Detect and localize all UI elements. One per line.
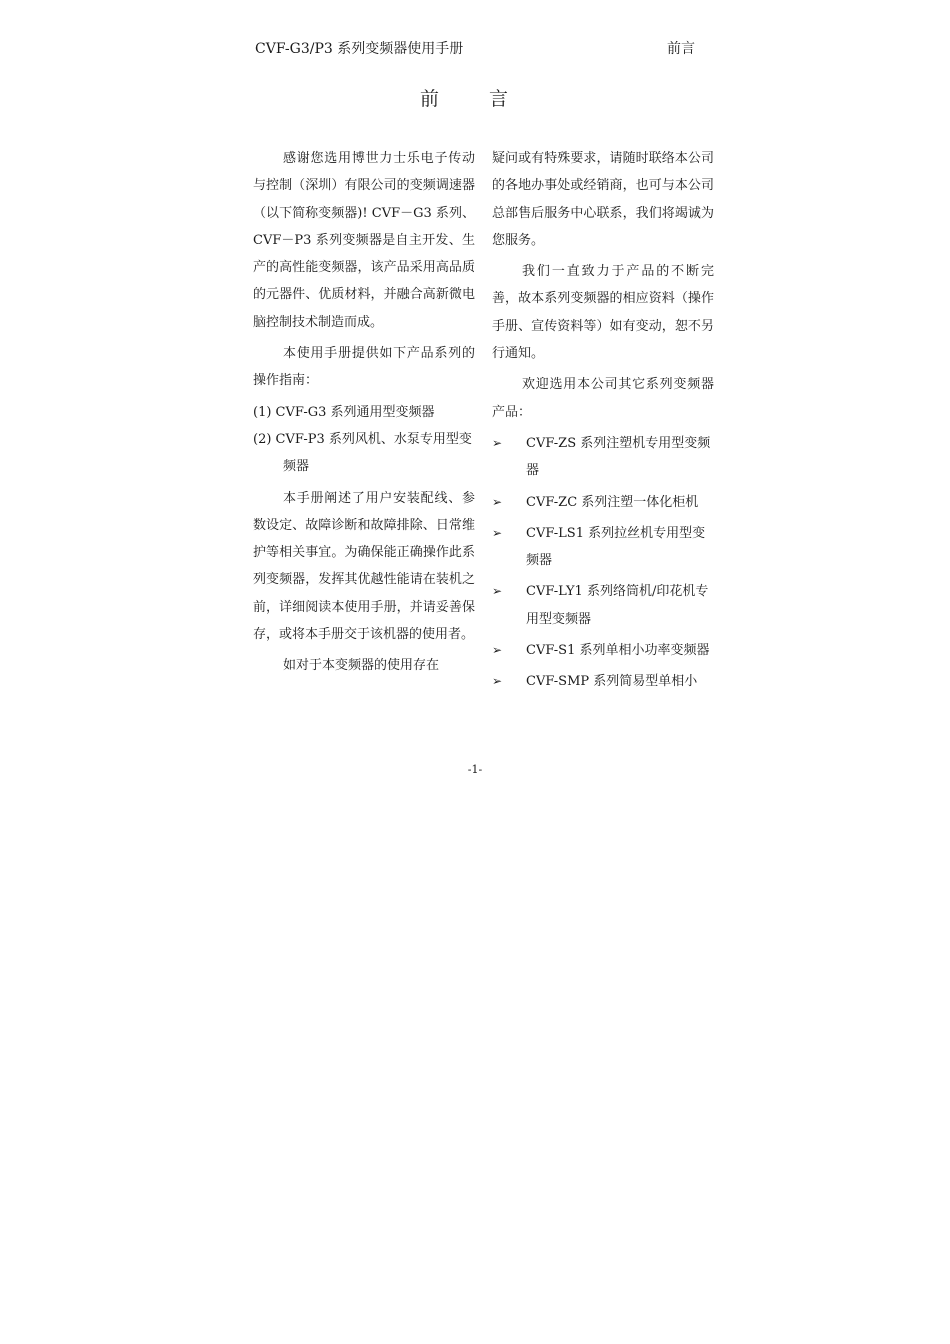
manual-title: CVF-G3/P3 系列变频器使用手册	[255, 41, 464, 57]
welcome-paragraph: 欢迎选用本公司其它系列变频器产品：	[492, 377, 714, 420]
product-list-item	[492, 520, 714, 575]
product-label: CVF-S1 系列单相小功率变频器	[526, 643, 710, 659]
intro-paragraph: 感谢您选用博世力士乐电子传动与控制（深圳）有限公司的变频调速器（以下简称变频器)! CVF－G3 系列、CVF－P3 系列变频器是自主开发、生产的高性能变频器，该产品采用高品质的元器件、优质材料，并融合高新微电脑控制技术制造而成。	[253, 151, 475, 330]
guide-paragraph: 本使用手册提供如下产品系列的操作指南：	[253, 346, 475, 389]
page-title: 前言	[420, 88, 559, 110]
arrowhead-bullet-icon: ➢	[492, 584, 503, 599]
product-label: CVF-ZC 系列注塑一体化柜机	[526, 494, 699, 510]
product-label: CVF-ZS 系列注塑机专用型变频器	[526, 435, 711, 479]
arrowhead-bullet-icon: ➢	[492, 435, 503, 450]
product-label: CVF-SMP 系列简易型单相小	[526, 674, 698, 690]
manual-scope-paragraph: 本手册阐述了用户安装配线、参数设定、故障诊断和故障排除、日常维护等相关事宜。为确保能正确操作此系列变频器，发挥其优越性能请在装机之前，详细阅读本使用手册，并请妥善保存，或将本手册交于该机器的使用者。	[253, 490, 475, 643]
product-list-item	[492, 668, 714, 695]
section-name: 前言	[667, 41, 695, 57]
arrowhead-bullet-icon: ➢	[492, 674, 503, 689]
page-number: -1-	[467, 763, 483, 776]
arrowhead-bullet-icon: ➢	[492, 525, 503, 540]
left-column	[253, 145, 475, 684]
arrowhead-bullet-icon: ➢	[492, 494, 503, 509]
product-label: CVF-LY1 系列络筒机/印花机专用型变频器	[526, 584, 709, 627]
arrowhead-bullet-icon: ➢	[492, 643, 503, 658]
product-list-item	[492, 578, 714, 633]
page-header	[255, 38, 695, 60]
series-list-item: (1) CVF-G3 系列通用型变频器	[253, 404, 435, 420]
product-label: CVF-LS1 系列拉丝机专用型变频器	[526, 525, 706, 569]
series-list-item: (2) CVF-P3 系列风机、水泵专用型变频器	[253, 431, 472, 475]
notice-paragraph: 我们一直致力于产品的不断完善，故本系列变频器的相应资料（操作手册、宣传资料等）如有变动，恕不另行通知。	[492, 264, 714, 362]
right-column	[492, 145, 714, 700]
contact-paragraph-start: 如对于本变频器的使用存在	[283, 658, 440, 674]
product-list-item	[492, 430, 714, 485]
product-list-item	[492, 637, 714, 664]
contact-paragraph-end: 疑问或有特殊要求，请随时联络本公司的各地办事处或经销商，也可与本公司总部售后服务中心联系，我们将竭诚为您服务。	[492, 151, 714, 248]
product-list-item	[492, 489, 714, 516]
